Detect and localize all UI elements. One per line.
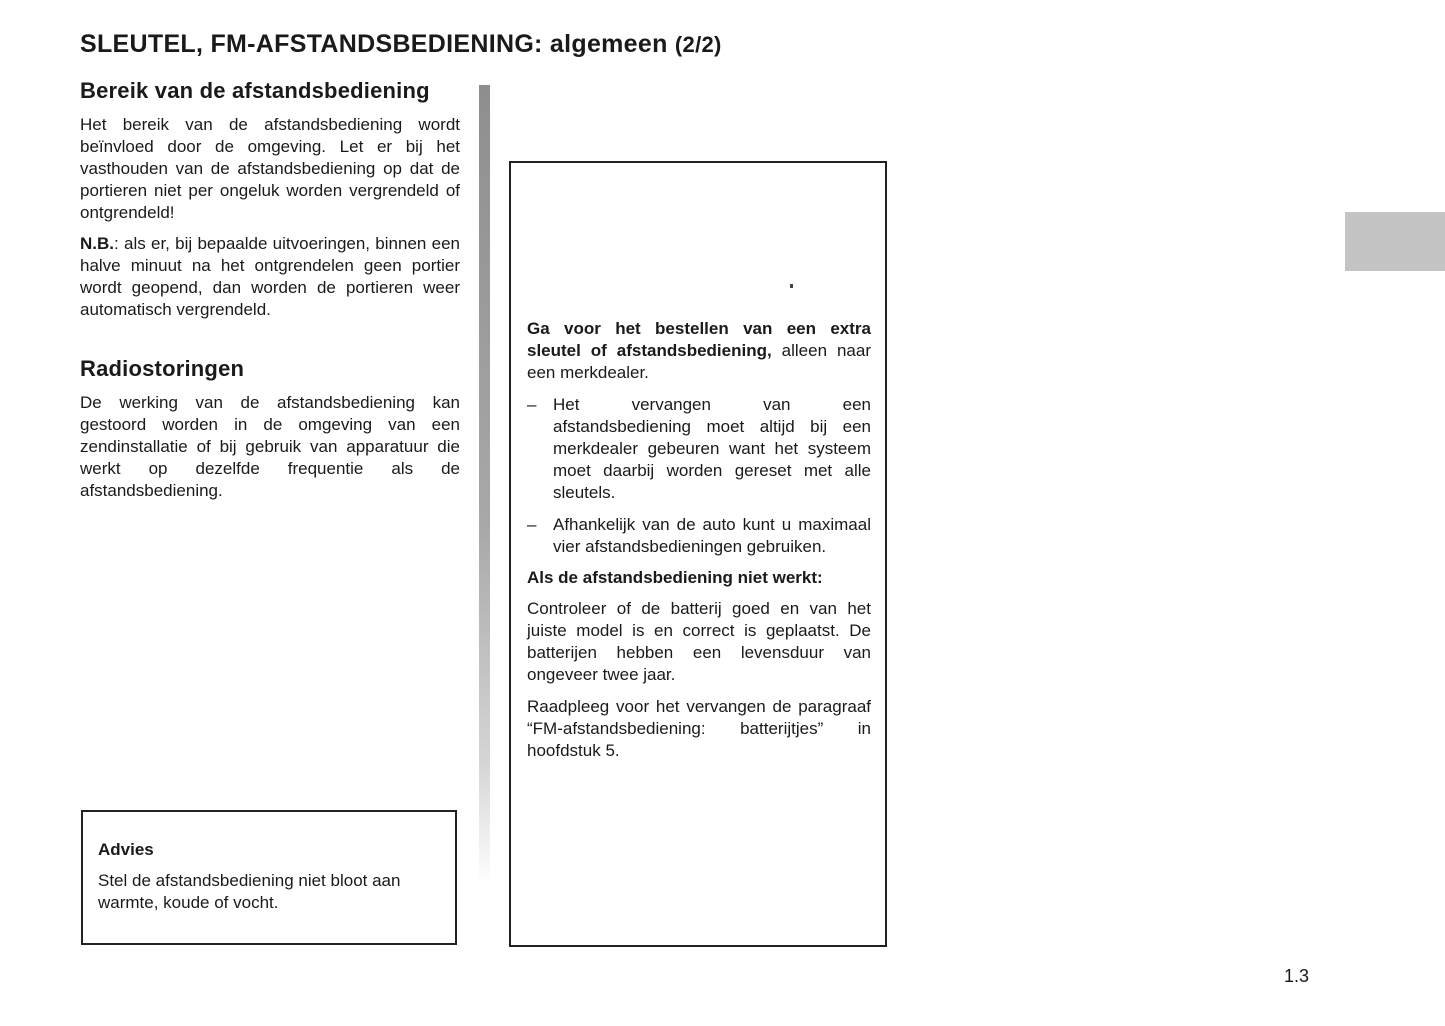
radio-heading: Radiostoringen	[80, 356, 245, 381]
nb-text: : als er, bij bepaalde uitvoeringen, binnen een halve minuut na het ontgrendelen geen portier wordt geopend, dan worden de portieren weer automatisch vergrendeld.	[80, 234, 460, 319]
page-title-main: SLEUTEL, FM-AFSTANDSBEDIENING: algemeen	[80, 30, 668, 58]
range-heading: Bereik van de afstandsbediening	[80, 78, 430, 103]
order-rest: alleen naar een merkdealer.	[527, 341, 871, 382]
list-item	[527, 514, 871, 558]
chapter-side-tab	[1345, 212, 1445, 271]
nb-label: N.B.	[80, 234, 114, 253]
page-title	[80, 30, 722, 59]
page-number: 1.3	[1284, 966, 1310, 986]
column-divider	[479, 85, 490, 885]
advice-box	[81, 810, 457, 945]
not-working-heading: Als de afstandsbediening niet werkt:	[527, 568, 823, 587]
range-text: Het bereik van de afstandsbediening wordt beïnvloed door de omgeving. Let er bij het vasthouden van de afstandsbediening op dat de portieren niet per ongeluk worden vergrendeld of ontgrendeld!	[80, 115, 460, 222]
not-working-text: Controleer of de batterij goed en van het juiste model is en correct is geplaatst. De batterijen hebben een levensduur van ongeveer twee jaar.	[527, 599, 871, 684]
info-box	[509, 161, 887, 947]
nb-paragraph	[80, 233, 460, 321]
advice-text: Stel de afstandsbediening niet bloot aan warmte, koude of vocht.	[98, 871, 401, 912]
page-title-suffix: (2/2)	[674, 32, 722, 57]
list-item	[527, 394, 871, 504]
refer-text: Raadpleeg voor het vervangen de paragraaf “FM-afstandsbediening: batterijtjes” in hoofdstuk 5.	[527, 697, 871, 760]
order-paragraph	[527, 318, 871, 384]
list-item-text: Afhankelijk van de auto kunt u maximaal vier afstandsbedieningen gebruiken.	[553, 515, 871, 556]
dash-marker: –	[527, 395, 537, 414]
radio-text: De werking van de afstandsbediening kan gestoord worden in de omgeving van een zendinstallatie of bij gebruik van apparatuur die werkt op dezelfde frequentie als de afstandsbediening.	[80, 393, 460, 500]
dash-marker: –	[527, 515, 537, 534]
advice-title: Advies	[98, 840, 154, 859]
order-bold: Ga voor het bestellen van een extra sleutel of afstandsbediening,	[527, 319, 871, 360]
list-item-text: Het vervangen van een afstandsbediening moet altijd bij een merkdealer gebeuren want het systeem moet daarbij worden gereset met alle sleutels.	[553, 395, 871, 502]
left-column	[80, 78, 460, 511]
info-bullet-list	[527, 394, 871, 558]
